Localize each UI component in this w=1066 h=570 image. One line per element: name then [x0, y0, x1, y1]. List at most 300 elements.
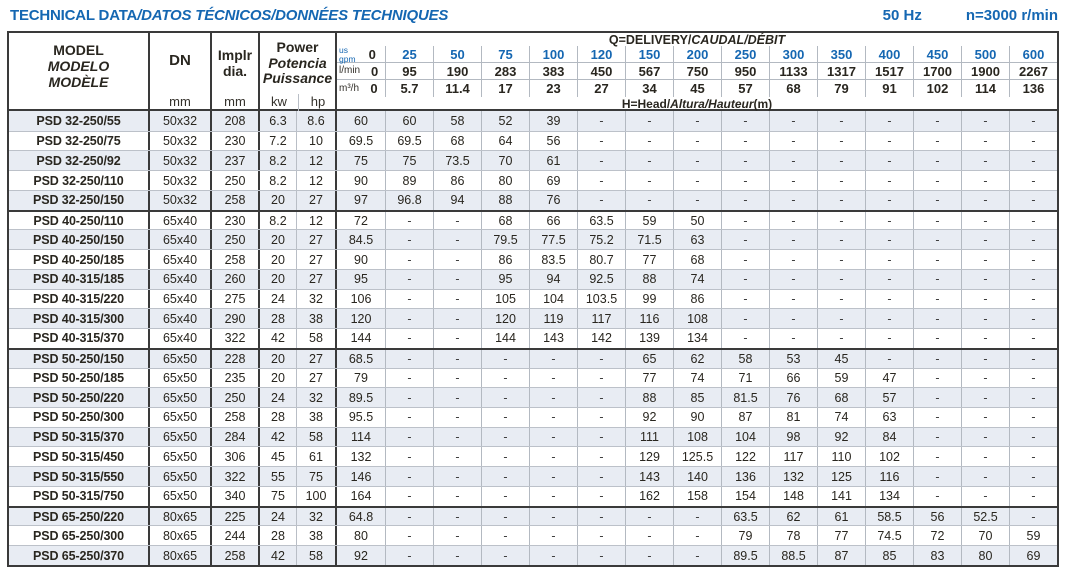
head-cell: -: [577, 132, 625, 151]
head-cell: -: [433, 487, 481, 506]
head-cell: -: [865, 329, 913, 348]
m3h-value: 34: [625, 80, 673, 97]
head-cell: 104: [721, 428, 769, 447]
head-cell: -: [961, 191, 1009, 210]
head-cell: -: [529, 369, 577, 388]
head-cell: -: [721, 309, 769, 328]
head-cell: 120: [481, 309, 529, 328]
hp-cell: 58: [296, 428, 335, 447]
head-cell: 111: [625, 428, 673, 447]
hp-cell: 38: [296, 526, 335, 545]
head-cell: -: [961, 428, 1009, 447]
head-cell: 66: [529, 212, 577, 230]
kw-cell: 6.3: [258, 111, 296, 131]
impeller-cell: 225: [210, 508, 258, 526]
lmin-value: 2267: [1009, 63, 1057, 79]
kw-unit: kw: [271, 94, 287, 109]
head-cell: 61: [529, 151, 577, 170]
head-values: [335, 132, 1057, 151]
model-cell: PSD 40-315/185: [32, 272, 125, 287]
head-cell: -: [625, 546, 673, 565]
head-cell: -: [1009, 309, 1057, 328]
dn-cell: 65x50: [148, 408, 210, 427]
head-cell: -: [721, 212, 769, 230]
head-cell: 142: [577, 329, 625, 348]
head-cell: -: [913, 329, 961, 348]
head-title-translations: Altura/Hauteur: [670, 97, 754, 111]
impeller-cell: 290: [210, 309, 258, 328]
hp-cell: 38: [296, 408, 335, 427]
head-cell: -: [577, 350, 625, 368]
kw-cell: 20: [258, 250, 296, 269]
impeller-cell: 306: [210, 447, 258, 466]
head-cell: 87: [721, 408, 769, 427]
head-cell: 80: [961, 546, 1009, 565]
title-main: TECHNICAL DATA: [10, 6, 138, 24]
model-label-fr: MODÈLE: [48, 73, 109, 90]
table-row: [9, 150, 1057, 170]
delivery-title-en: Q=DELIVERY/: [608, 32, 692, 47]
head-cell: -: [769, 151, 817, 170]
hp-cell: 27: [296, 250, 335, 269]
head-cell: -: [385, 270, 433, 289]
head-cell: -: [433, 526, 481, 545]
power-units: [260, 94, 335, 111]
head-cell: -: [433, 250, 481, 269]
head-cell: 56: [913, 508, 961, 526]
model-label-en: MODEL: [53, 42, 104, 59]
head-cell: -: [1009, 151, 1057, 170]
head-cell: 122: [721, 447, 769, 466]
head-cell: -: [769, 290, 817, 309]
head-cell: 86: [673, 290, 721, 309]
head-cell: 134: [865, 487, 913, 506]
head-cell: 74: [817, 408, 865, 427]
head-cell: 116: [625, 309, 673, 328]
lmin-values-row: [337, 63, 1057, 80]
head-cell: 69: [529, 171, 577, 190]
head-cell: 80: [481, 171, 529, 190]
head-cell: -: [865, 250, 913, 269]
kw-cell: 75: [258, 487, 296, 506]
head-cell: -: [673, 171, 721, 190]
head-cell: -: [913, 191, 961, 210]
head-cell: 75.2: [577, 230, 625, 249]
head-cell: -: [385, 546, 433, 565]
head-cell: 59: [817, 369, 865, 388]
head-cell: 72: [354, 213, 368, 228]
head-cell: -: [913, 467, 961, 486]
head-cell: 158: [673, 487, 721, 506]
kw-cell: 8.2: [258, 212, 296, 230]
head-cell: 52: [481, 111, 529, 131]
table-row: [9, 545, 1057, 565]
head-cell: -: [961, 171, 1009, 190]
head-cell: -: [385, 408, 433, 427]
impeller-cell: 340: [210, 487, 258, 506]
head-cell: -: [481, 369, 529, 388]
head-cell: -: [481, 447, 529, 466]
head-cell: -: [865, 350, 913, 368]
head-cell: -: [913, 408, 961, 427]
head-cell: 134: [673, 329, 721, 348]
head-cell: -: [481, 388, 529, 407]
head-cell: 63: [865, 408, 913, 427]
head-values: [335, 230, 1057, 249]
head-cell: -: [913, 171, 961, 190]
head-cell: 95: [354, 272, 368, 287]
hp-cell: 58: [296, 546, 335, 565]
head-cell: 85: [865, 546, 913, 565]
m3h-value: 17: [481, 80, 529, 97]
head-cell: -: [913, 428, 961, 447]
table-row: [9, 170, 1057, 190]
m3h-value: 136: [1009, 80, 1057, 97]
head-cell: -: [721, 132, 769, 151]
impeller-label: [212, 33, 258, 94]
head-cell: 90: [673, 408, 721, 427]
head-cell: 117: [577, 309, 625, 328]
head-cell: -: [721, 151, 769, 170]
head-cell: -: [913, 487, 961, 506]
head-cell: 45: [817, 350, 865, 368]
head-cell: -: [1009, 508, 1057, 526]
head-cell: -: [625, 526, 673, 545]
hp-cell: 27: [296, 191, 335, 210]
head-cell: 162: [625, 487, 673, 506]
hp-unit: hp: [298, 94, 337, 111]
kw-cell: 20: [258, 350, 296, 368]
head-cell: 76: [769, 388, 817, 407]
head-values: [335, 151, 1057, 170]
m3h-value: 79: [817, 80, 865, 97]
m3h-value: 23: [529, 80, 577, 97]
head-cell: 136: [721, 467, 769, 486]
head-cell: 88: [481, 191, 529, 210]
kw-cell: 20: [258, 230, 296, 249]
kw-cell: 42: [258, 546, 296, 565]
lmin-value: 1900: [961, 63, 1009, 79]
head-cell: 80.7: [577, 250, 625, 269]
head-cell: 140: [673, 467, 721, 486]
model-cell: PSD 65-250/370: [32, 548, 125, 563]
head-cell: -: [673, 546, 721, 565]
head-cell: -: [961, 230, 1009, 249]
head-cell: -: [529, 350, 577, 368]
title-translations: /DATOS TÉCNICOS/DONNÉES TECHNIQUES: [137, 6, 449, 24]
dn-cell: 50x32: [148, 132, 210, 151]
head-values: [335, 329, 1057, 348]
head-cell: -: [433, 270, 481, 289]
head-cell: 125.5: [673, 447, 721, 466]
head-cell: -: [817, 132, 865, 151]
head-cell: -: [577, 487, 625, 506]
kw-cell: 8.2: [258, 151, 296, 170]
head-cell: -: [769, 171, 817, 190]
kw-cell: 24: [258, 388, 296, 407]
model-cell: PSD 40-250/150: [32, 232, 125, 247]
power-column-header: [258, 33, 335, 111]
head-cell: 95.5: [348, 410, 374, 425]
head-cell: 52.5: [961, 508, 1009, 526]
head-cell: 146: [350, 469, 372, 484]
hp-cell: 27: [296, 230, 335, 249]
head-cell: 80: [354, 528, 368, 543]
delivery-title-translations: CAUDAL/DÉBIT: [691, 32, 786, 47]
m3h-value: 114: [961, 80, 1009, 97]
head-cell: 70: [961, 526, 1009, 545]
head-values: [335, 250, 1057, 269]
m3h-unit-label: m³/h: [339, 82, 359, 94]
head-cell: -: [961, 212, 1009, 230]
head-cell: -: [817, 290, 865, 309]
table-row: [9, 466, 1057, 486]
head-cell: 69.5: [348, 134, 374, 149]
head-cell: -: [481, 487, 529, 506]
head-cell: -: [769, 111, 817, 131]
head-cell: -: [1009, 270, 1057, 289]
head-cell: -: [961, 329, 1009, 348]
head-values: [335, 111, 1057, 131]
head-cell: 68.5: [348, 351, 374, 366]
page-title: [10, 7, 448, 24]
head-cell: 84.5: [348, 232, 374, 247]
table-row: [9, 131, 1057, 151]
head-cell: 66: [769, 369, 817, 388]
table-row: [9, 407, 1057, 427]
head-cell: -: [769, 250, 817, 269]
head-cell: -: [481, 526, 529, 545]
model-cell: PSD 32-250/75: [36, 134, 121, 149]
head-cell: -: [481, 508, 529, 526]
gpm-unit-bottom: gpm: [339, 53, 356, 64]
head-cell: -: [433, 350, 481, 368]
lmin-value: 450: [577, 63, 625, 79]
head-cell: -: [529, 487, 577, 506]
head-cell: 63.5: [577, 212, 625, 230]
gpm-value: 600: [1009, 46, 1057, 63]
head-cell: 65: [625, 350, 673, 368]
head-cell: 143: [529, 329, 577, 348]
hp-cell: 32: [296, 508, 335, 526]
head-cell: -: [433, 230, 481, 249]
impeller-cell: 258: [210, 408, 258, 427]
hp-cell: 61: [296, 447, 335, 466]
head-cell: 132: [350, 449, 372, 464]
head-cell: 154: [721, 487, 769, 506]
dn-cell: 65x40: [148, 250, 210, 269]
head-cell: 108: [673, 309, 721, 328]
impeller-unit: mm: [224, 94, 246, 109]
head-cell: -: [721, 230, 769, 249]
impeller-cell: 230: [210, 132, 258, 151]
head-cell: 81: [769, 408, 817, 427]
head-cell: 102: [865, 447, 913, 466]
head-cell: -: [433, 212, 481, 230]
head-cell: 96.8: [385, 191, 433, 210]
head-cell: 59: [625, 212, 673, 230]
head-cell: -: [961, 132, 1009, 151]
head-cell: 60: [354, 113, 368, 128]
head-cell: -: [769, 132, 817, 151]
head-cell: 58: [433, 111, 481, 131]
head-cell: 117: [769, 447, 817, 466]
kw-cell: 20: [258, 191, 296, 210]
m3h-values-row: [337, 80, 1057, 97]
head-cell: -: [817, 151, 865, 170]
head-cell: -: [1009, 171, 1057, 190]
model-cell: PSD 50-315/450: [32, 449, 125, 464]
table-body: [9, 111, 1057, 565]
head-cell: -: [1009, 467, 1057, 486]
head-cell: -: [721, 290, 769, 309]
dn-cell: 50x32: [148, 151, 210, 170]
head-cell: 87: [817, 546, 865, 565]
head-cell: -: [913, 388, 961, 407]
dn-cell: 65x50: [148, 350, 210, 368]
gpm-value: 250: [721, 46, 769, 63]
head-cell: -: [769, 212, 817, 230]
head-cell: -: [481, 467, 529, 486]
head-cell: 47: [865, 369, 913, 388]
gpm-zero: 0: [368, 47, 376, 62]
head-title-unit: (m): [753, 97, 773, 111]
gpm-value: 50: [433, 46, 481, 63]
head-cell: 79: [721, 526, 769, 545]
gpm-values-row: [337, 46, 1057, 63]
impeller-label-line2: dia.: [222, 62, 248, 79]
dn-cell: 80x65: [148, 526, 210, 545]
head-cell: 92.5: [577, 270, 625, 289]
technical-data-table: [7, 31, 1059, 567]
head-cell: 77: [625, 369, 673, 388]
delivery-title: [337, 33, 1057, 46]
table-row: [9, 427, 1057, 447]
head-cell: 69: [1009, 546, 1057, 565]
head-cell: 89.5: [721, 546, 769, 565]
table-row: [9, 190, 1057, 210]
hp-cell: 32: [296, 290, 335, 309]
head-cell: -: [529, 447, 577, 466]
table-row: [9, 210, 1057, 230]
model-label-es: MODELO: [47, 58, 110, 75]
head-cell: -: [481, 350, 529, 368]
hp-cell: 12: [296, 171, 335, 190]
head-cell: 98: [769, 428, 817, 447]
dn-cell: 65x40: [148, 290, 210, 309]
head-cell: -: [433, 508, 481, 526]
head-cell: 108: [673, 428, 721, 447]
head-cell: -: [385, 329, 433, 348]
head-cell: 119: [529, 309, 577, 328]
head-cell: 141: [817, 487, 865, 506]
head-cell: -: [865, 171, 913, 190]
impeller-cell: 322: [210, 329, 258, 348]
dn-cell: 65x40: [148, 230, 210, 249]
head-cell: -: [865, 132, 913, 151]
model-column-header: [9, 33, 148, 111]
head-cell: -: [577, 369, 625, 388]
head-cell: -: [385, 212, 433, 230]
head-cell: 143: [625, 467, 673, 486]
head-cell: -: [481, 546, 529, 565]
head-cell: -: [961, 388, 1009, 407]
head-title-en: H=Head/: [621, 97, 671, 111]
hp-cell: 75: [296, 467, 335, 486]
head-cell: 39: [529, 111, 577, 131]
head-cell: -: [961, 290, 1009, 309]
dn-unit: mm: [169, 94, 191, 109]
head-cell: -: [769, 191, 817, 210]
model-cell: PSD 50-315/750: [32, 489, 125, 504]
head-cell: -: [1009, 230, 1057, 249]
head-cell: 88.5: [769, 546, 817, 565]
hp-cell: 12: [296, 151, 335, 170]
head-cell: -: [1009, 250, 1057, 269]
head-cell: 86: [481, 250, 529, 269]
head-cell: 83: [913, 546, 961, 565]
power-label-es: Potencia: [268, 54, 327, 71]
head-values: [335, 408, 1057, 427]
head-cell: -: [577, 467, 625, 486]
table-row: [9, 328, 1057, 348]
head-cell: -: [577, 408, 625, 427]
head-values: [335, 369, 1057, 388]
head-values: [335, 447, 1057, 466]
head-cell: -: [1009, 487, 1057, 506]
head-cell: -: [961, 151, 1009, 170]
dn-label: DN: [169, 52, 191, 70]
table-row: [9, 229, 1057, 249]
head-cell: 85: [673, 388, 721, 407]
lmin-unit-label: l/min: [339, 65, 361, 76]
head-cell: -: [433, 428, 481, 447]
head-cell: -: [721, 111, 769, 131]
head-cell: -: [913, 447, 961, 466]
head-cell: -: [625, 111, 673, 131]
head-cell: 77: [625, 250, 673, 269]
head-cell: 61: [817, 508, 865, 526]
head-cell: -: [865, 270, 913, 289]
head-cell: 71.5: [625, 230, 673, 249]
kw-cell: 24: [258, 290, 296, 309]
gpm-value: 500: [961, 46, 1009, 63]
head-cell: -: [433, 408, 481, 427]
dn-cell: 65x50: [148, 388, 210, 407]
head-cell: 148: [769, 487, 817, 506]
gpm-unit-label: [339, 46, 356, 63]
head-cell: 77: [817, 526, 865, 545]
dn-cell: 80x65: [148, 508, 210, 526]
head-cell: -: [1009, 447, 1057, 466]
head-cell: -: [913, 290, 961, 309]
impeller-cell: 284: [210, 428, 258, 447]
head-cell: -: [721, 270, 769, 289]
impeller-cell: 230: [210, 212, 258, 230]
table-row: [9, 111, 1057, 131]
spec-labels: [883, 7, 1058, 24]
head-cell: -: [769, 309, 817, 328]
model-cell: PSD 40-250/185: [32, 252, 125, 267]
table-row: [9, 446, 1057, 466]
head-cell: 64: [481, 132, 529, 151]
head-cell: -: [1009, 329, 1057, 348]
head-cell: -: [529, 546, 577, 565]
head-cell: -: [817, 250, 865, 269]
kw-cell: 42: [258, 428, 296, 447]
head-cell: -: [817, 171, 865, 190]
head-values: [335, 388, 1057, 407]
